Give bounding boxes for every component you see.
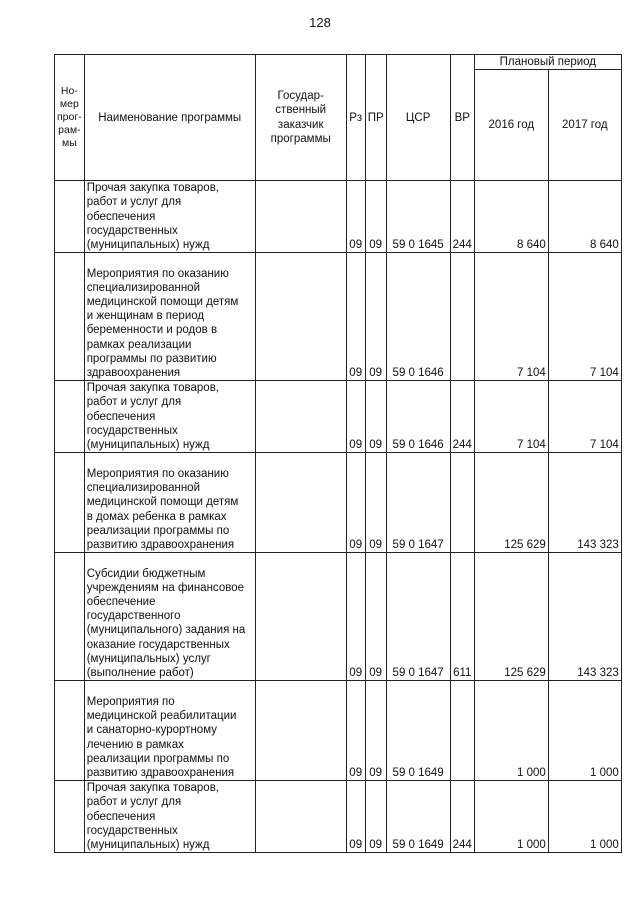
cell-pr: 09: [365, 453, 386, 553]
table-row: [55, 381, 622, 453]
program-name-text: Мероприятия по медицинской реабилитации и санаторно-курортному лечению в рамках реализации программы по развитию здравоохранения: [86, 696, 237, 780]
program-name-text: Субсидии бюджетным учреждениям на финансовое обеспечение государственного (муниципального) задания на оказание государственных (муниципальных) услуг (выполнение работ): [86, 567, 246, 680]
header-year-2016: 2016 год: [474, 70, 548, 181]
cell-customer: [255, 453, 346, 553]
cell-2017: 1 000: [548, 781, 621, 853]
table-row: [55, 781, 622, 853]
cell-program-number: [55, 681, 85, 781]
cell-program-number: [55, 381, 85, 453]
cell-2016: 125 629: [474, 553, 548, 681]
program-name-text: Прочая закупка товаров, работ и услуг для обеспечения государственных (муниципальных) нужд: [86, 182, 220, 252]
table-row: [55, 181, 622, 253]
budget-table: [54, 54, 622, 853]
header-pr: ПР: [365, 55, 386, 181]
cell-2016: 1 000: [474, 681, 548, 781]
cell-vr: [450, 681, 474, 781]
cell-2017: 143 323: [548, 553, 621, 681]
cell-vr: 244: [450, 781, 474, 853]
table-body: [55, 181, 622, 853]
table-header: [55, 55, 622, 181]
cell-program-name: [84, 553, 255, 681]
cell-customer: [255, 381, 346, 453]
cell-rz: 09: [346, 553, 365, 681]
cell-pr: 09: [365, 781, 386, 853]
cell-2016: 7 104: [474, 381, 548, 453]
cell-rz: 09: [346, 453, 365, 553]
cell-program-number: [55, 453, 85, 553]
cell-program-number: [55, 181, 85, 253]
cell-csr: 59 0 1647: [386, 453, 450, 553]
table-row: [55, 681, 622, 781]
cell-customer: [255, 681, 346, 781]
cell-rz: 09: [346, 253, 365, 381]
cell-program-name: [84, 453, 255, 553]
cell-program-name: [84, 253, 255, 381]
cell-2017: 8 640: [548, 181, 621, 253]
cell-2016: 125 629: [474, 453, 548, 553]
header-program-name: Наименование программы: [84, 55, 255, 181]
header-rz: Рз: [346, 55, 365, 181]
cell-program-name: [84, 181, 255, 253]
header-customer: Государ- ственный заказчик программы: [255, 55, 346, 181]
header-vr: ВР: [450, 55, 474, 181]
program-name-text: Прочая закупка товаров, работ и услуг для обеспечения государственных (муниципальных) нужд: [86, 382, 220, 452]
cell-2017: 7 104: [548, 253, 621, 381]
cell-vr: [450, 253, 474, 381]
table-row: [55, 553, 622, 681]
cell-csr: 59 0 1647: [386, 553, 450, 681]
cell-program-number: [55, 253, 85, 381]
cell-2017: 1 000: [548, 681, 621, 781]
cell-pr: 09: [365, 181, 386, 253]
page-number: 128: [309, 15, 331, 30]
program-name-text: Мероприятия по оказанию специализированной медицинской помощи детям в домах ребенка в рамках реализации программы по развитию здравоохранения: [86, 468, 239, 552]
cell-program-name: [84, 681, 255, 781]
table-row: [55, 453, 622, 553]
cell-customer: [255, 781, 346, 853]
cell-pr: 09: [365, 553, 386, 681]
header-year-2017: 2017 год: [548, 70, 621, 181]
cell-2017: 7 104: [548, 381, 621, 453]
cell-program-number: [55, 781, 85, 853]
cell-rz: 09: [346, 681, 365, 781]
table-row: [55, 253, 622, 381]
program-name-text: Мероприятия по оказанию специализированной медицинской помощи детям и женщинам в период беременности и родов в рамках реализации программы по развитию здравоохранения: [86, 267, 239, 380]
cell-pr: 09: [365, 681, 386, 781]
cell-vr: [450, 453, 474, 553]
cell-rz: 09: [346, 181, 365, 253]
cell-customer: [255, 253, 346, 381]
cell-rz: 09: [346, 781, 365, 853]
cell-customer: [255, 181, 346, 253]
cell-csr: 59 0 1646: [386, 381, 450, 453]
cell-program-number: [55, 553, 85, 681]
header-program-number: Но- мер прог- рам- мы: [55, 55, 85, 181]
header-plan-period: Плановый период: [474, 55, 621, 70]
cell-csr: 59 0 1649: [386, 781, 450, 853]
cell-csr: 59 0 1645: [386, 181, 450, 253]
cell-program-name: [84, 781, 255, 853]
cell-vr: 244: [450, 181, 474, 253]
cell-2016: 7 104: [474, 253, 548, 381]
header-csr: ЦСР: [386, 55, 450, 181]
cell-vr: 244: [450, 381, 474, 453]
cell-2016: 1 000: [474, 781, 548, 853]
cell-2016: 8 640: [474, 181, 548, 253]
cell-program-name: [84, 381, 255, 453]
cell-csr: 59 0 1646: [386, 253, 450, 381]
cell-pr: 09: [365, 253, 386, 381]
cell-pr: 09: [365, 381, 386, 453]
program-name-text: Прочая закупка товаров, работ и услуг для обеспечения государственных (муниципальных) нужд: [86, 782, 220, 852]
cell-rz: 09: [346, 381, 365, 453]
cell-2017: 143 323: [548, 453, 621, 553]
cell-vr: 611: [450, 553, 474, 681]
cell-csr: 59 0 1649: [386, 681, 450, 781]
cell-customer: [255, 553, 346, 681]
